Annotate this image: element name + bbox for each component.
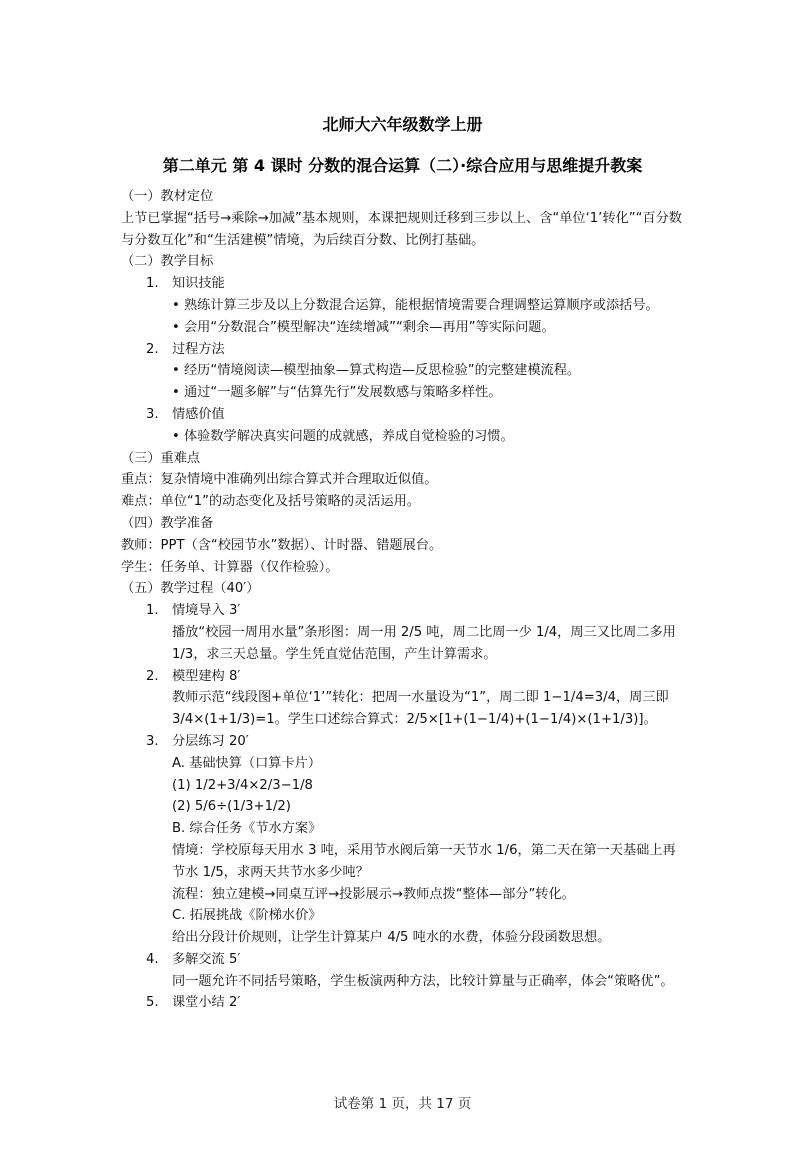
teacher-prep: 教师：PPT（含“校园节水”数据）、计时器、错题展台。 <box>121 537 443 553</box>
page-footer: 试卷第 1 页，共 17 页 <box>333 1096 472 1112</box>
exercise-line: 给出分段计价规则，让学生计算某户 4/5 吨水的水费，体验分段函数思想。 <box>172 930 611 946</box>
step-label: 多解交流 5′ <box>172 951 241 967</box>
numbered-item <box>0 273 805 295</box>
bullet-text: 熟练计算三步及以上分数混合运算，能根据情境需要合理调整运算顺序或添括号。 <box>184 297 659 313</box>
exercise-line: (1) 1/2+3/4×2/3−1/8 <box>172 777 313 793</box>
item-label: 知识技能 <box>172 276 225 292</box>
step-label: 情境导入 3′ <box>172 603 241 619</box>
step-item <box>0 949 805 971</box>
bullet-item <box>0 317 805 339</box>
numbered-item <box>0 404 805 426</box>
bullet-item <box>0 382 805 404</box>
step-label: 分层练习 20′ <box>172 733 249 749</box>
exercise-line: (2) 5/6÷(1/3+1/2) <box>172 799 291 815</box>
bullet-icon: • <box>172 319 180 335</box>
bullet-icon: • <box>172 428 180 444</box>
step-text: 教师示范“线段图+单位‘1’”转化：把周一水量设为“1”，周二即 1−1/4=3/4，周三即 3/4×(1+1/3)=1。学生口述综合算式：2/5×[1+(1−1/4)+(1−1/4)×(1+1/3)]。 <box>172 690 669 728</box>
section-heading: （一）教材定位 <box>121 189 214 204</box>
bullet-text: 经历“情境阅读—模型抽象—算式构造—反思检验”的完整建模流程。 <box>184 363 581 379</box>
item-number: 5. <box>146 995 159 1011</box>
bullet-icon: • <box>172 297 180 313</box>
bullet-icon: • <box>172 385 180 401</box>
exercise-line: 流程：独立建模→同桌互评→投影展示→教师点拨“整体—部分”转化。 <box>172 886 575 902</box>
step-item <box>0 731 805 753</box>
item-label: 情感价值 <box>172 406 225 422</box>
section-heading: （二）教学目标 <box>121 254 214 270</box>
bullet-item <box>0 295 805 317</box>
bullet-text: 体验数学解决真实问题的成就感，养成自觉检验的习惯。 <box>184 428 514 444</box>
step-text: 播放“校园一周用水量”条形图：周一用 2/5 吨，周二比周一少 1/4，周三又比周二多用 1/3，求三天总量。学生凭直觉估范围，产生计算需求。 <box>172 624 676 662</box>
paragraph: 上节已掌握“括号→乘除→加减”基本规则，本课把规则迁移到三步以上、含“单位‘1’转化”“百分数与分数互化”和“生活建模”情境，为后续百分数、比例打基础。 <box>121 210 682 248</box>
step-label: 课堂小结 2′ <box>172 995 241 1011</box>
item-number: 1. <box>146 276 159 292</box>
bullet-icon: • <box>172 363 180 379</box>
numbered-item <box>0 339 805 361</box>
section-heading: （四）教学准备 <box>121 515 214 531</box>
step-item <box>0 666 805 688</box>
item-number: 3. <box>146 406 159 422</box>
key-point: 重点：复杂情境中准确列出综合算式并合理取近似值。 <box>121 472 438 488</box>
document-body <box>0 186 805 1014</box>
bullet-item <box>0 426 805 448</box>
step-item <box>0 992 805 1014</box>
difficult-point: 难点：单位“1”的动态变化及括号策略的灵活运用。 <box>121 494 420 510</box>
student-prep: 学生：任务单、计算器（仅作检验）。 <box>121 559 339 575</box>
exercise-heading: C. 拓展挑战《阶梯水价》 <box>172 908 322 924</box>
item-number: 2. <box>146 341 159 357</box>
item-label: 过程方法 <box>172 341 225 357</box>
step-item <box>0 600 805 622</box>
item-number: 4. <box>146 951 159 967</box>
exercise-heading: B. 综合任务《节水方案》 <box>172 821 322 837</box>
section-heading: （三）重难点 <box>121 450 201 466</box>
bullet-item <box>0 360 805 382</box>
section-heading: （五）教学过程（40′） <box>121 581 260 597</box>
bullet-text: 通过“一题多解”与“估算先行”发展数感与策略多样性。 <box>184 385 502 401</box>
step-text: 同一题允许不同括号策略，学生板演两种方法，比较计算量与正确率，体会“策略优”。 <box>172 973 674 989</box>
exercise-line: 情境：学校原每天用水 3 吨，采用节水阀后第一天节水 1/6，第二天在第一天基础上再节水 1/5，求两天共节水多少吨？ <box>172 842 676 880</box>
item-number: 3. <box>146 733 159 749</box>
step-label: 模型建构 8′ <box>172 668 241 684</box>
exercise-heading: A. 基础快算（口算卡片） <box>172 755 322 771</box>
bullet-text: 会用“分数混合”模型解决“连续增减”“剩余—再用”等实际问题。 <box>184 319 555 335</box>
item-number: 1. <box>146 603 159 619</box>
document-title: 北师大六年级数学上册 <box>322 115 483 134</box>
item-number: 2. <box>146 668 159 684</box>
lesson-title: 第二单元 第 4 课时 分数的混合运算（二）·综合应用与思维提升教案 <box>162 156 643 175</box>
